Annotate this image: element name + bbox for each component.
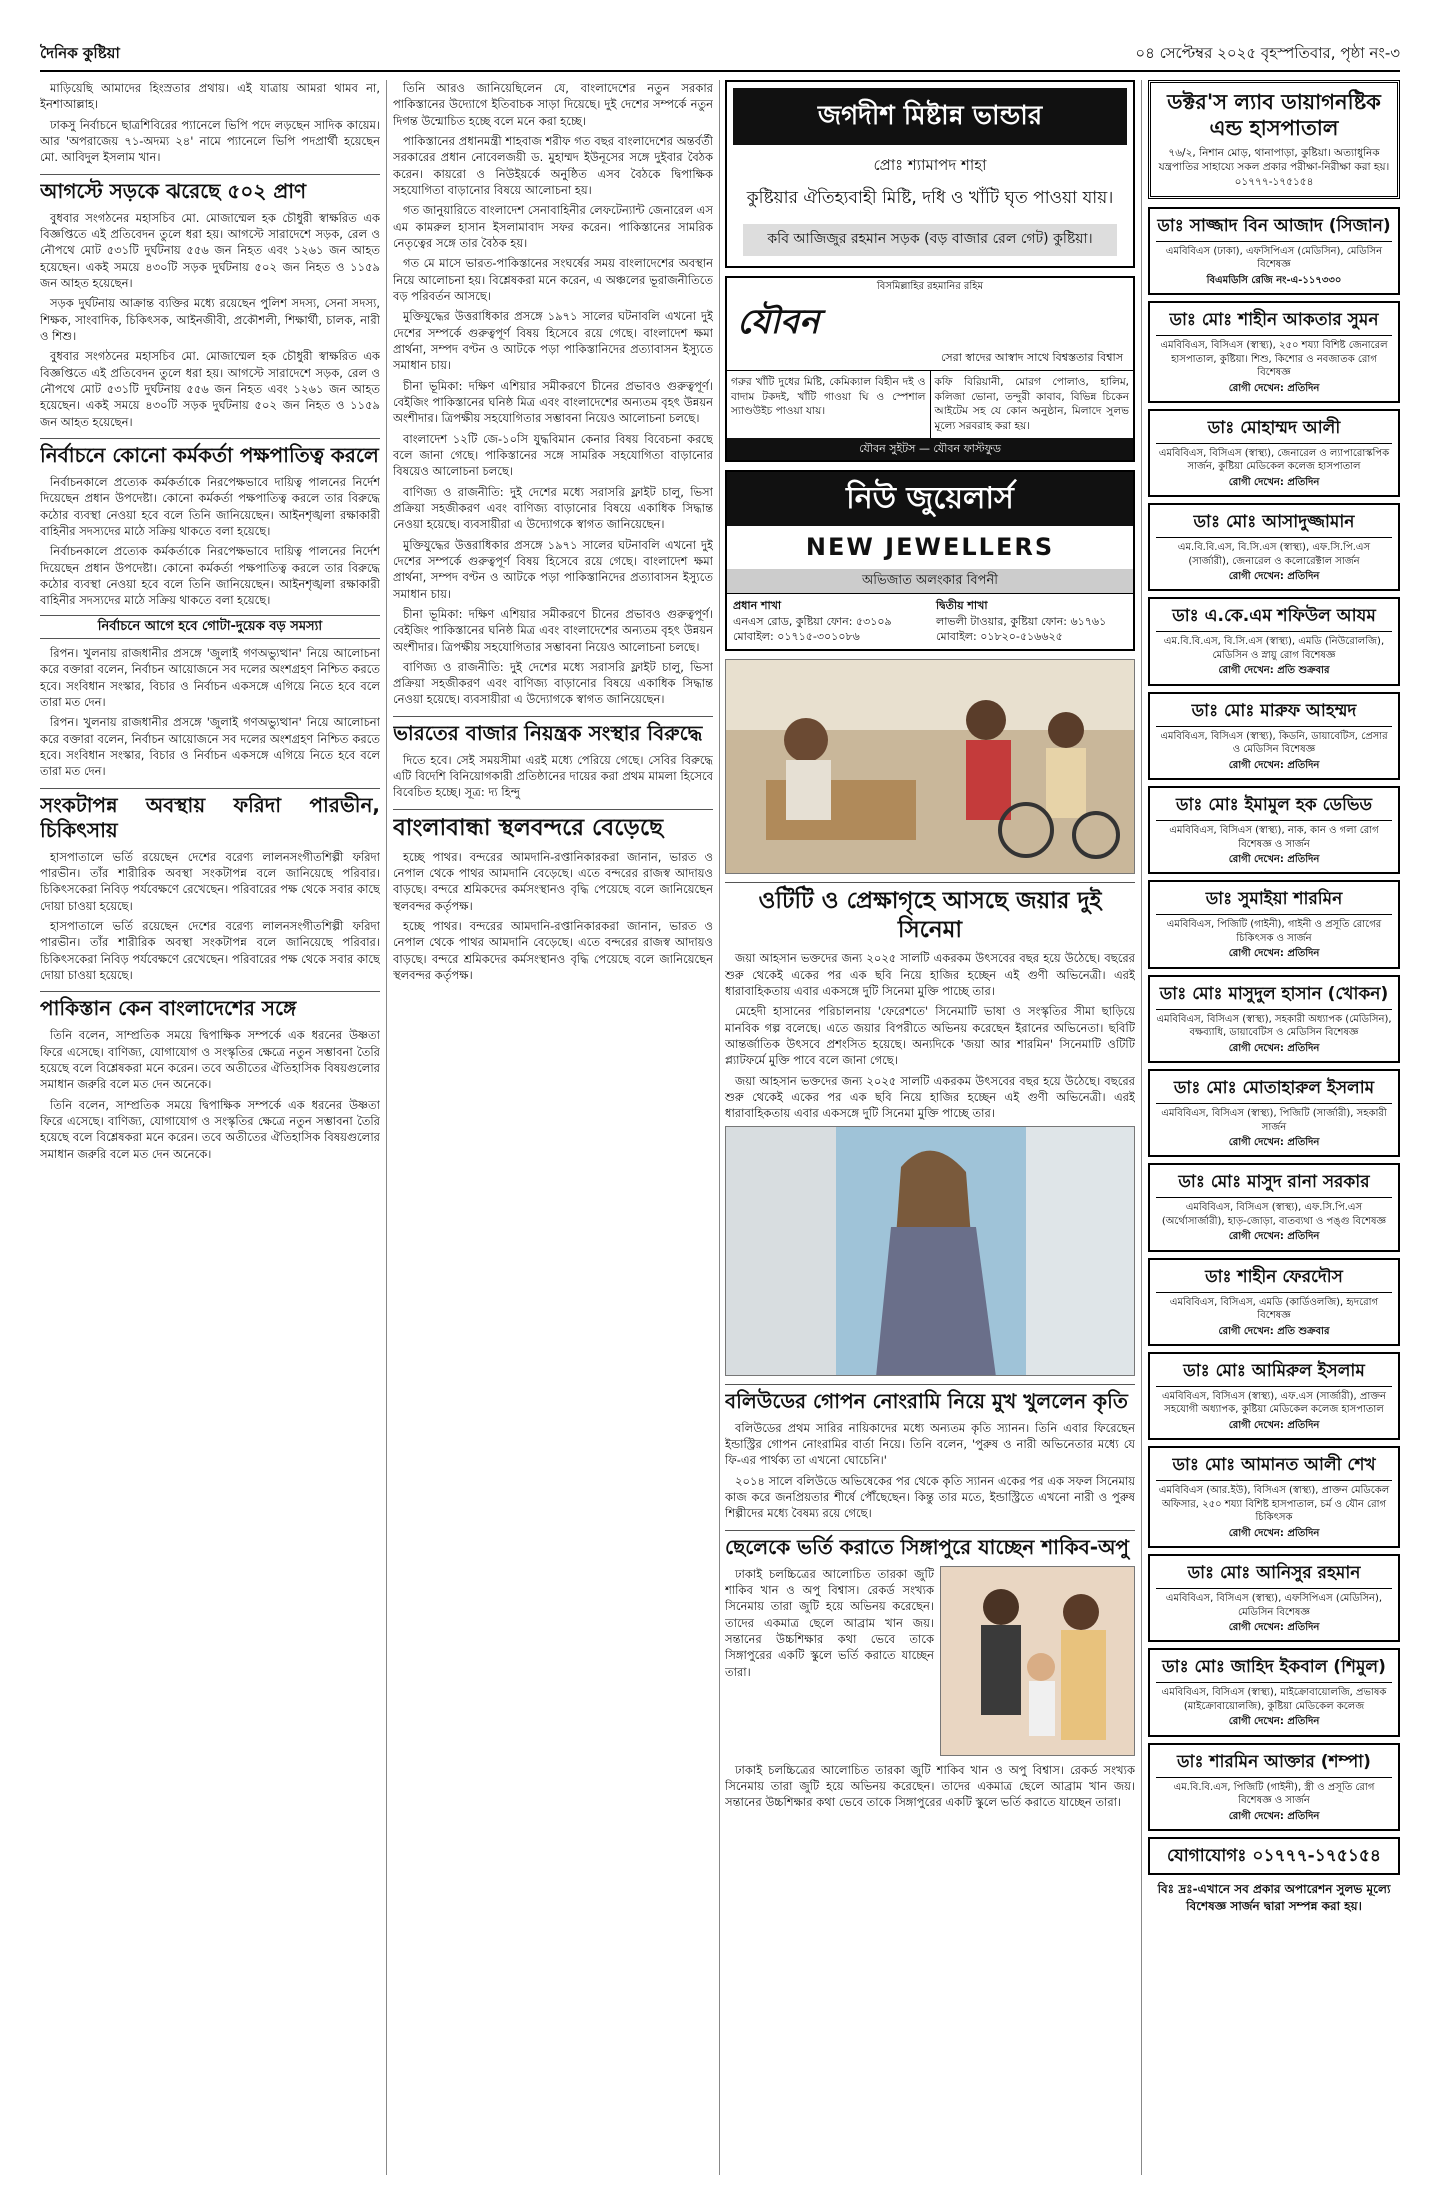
doctor-card [1148, 1352, 1400, 1440]
headline-pakistan: পাকিস্তান কেন বাংলাদেশের সঙ্গে [40, 991, 380, 1021]
doctor-card [1148, 207, 1400, 295]
doctor-card [1148, 597, 1400, 685]
date-page: ০৪ সেপ্টেম্বর ২০২৫ বৃহস্পতিবার, পৃষ্ঠা নং-৩ [1135, 44, 1400, 62]
doctor-schedule: রোগী দেখেন: প্রতিদিন [1228, 1622, 1320, 1634]
doctor-card [1148, 975, 1400, 1063]
doctor-card [1148, 1163, 1400, 1251]
doctor-card [1148, 1648, 1400, 1736]
doctor-name: ডাঃ মোহাম্মদ আলী [1156, 416, 1392, 444]
doctor-name: ডাঃ মোঃ আনিসুর রহমান [1156, 1561, 1392, 1589]
doctor-degree: এমবিবিএস, বিসিএস (স্বাস্থ্য), নাক, কান ও গলা রোগ বিশেষজ্ঞ ও সার্জন [1169, 825, 1379, 850]
doctor-name: ডাঃ মোঃ আমিরুল ইসলাম [1156, 1359, 1392, 1387]
paper-name: দৈনিক কুষ্টিয়া [40, 44, 120, 62]
actress-image [726, 1127, 1135, 1376]
family-photo [940, 1566, 1135, 1756]
article-text: নির্বাচনকালে প্রত্যেক কর্মকর্তাকে নিরপেক্ষভাবে দায়িত্ব পালনের নির্দেশ দিয়েছেন প্রধান উপদেষ্টা। কোনো কর্মকর্তা পক্ষপাতিত্ব করলে তার বিরুদ্ধে কঠোর ব্যবস্থা নেওয়া হবে বলে তিনি জানিয়েছেন। আইনশৃঙ্খলা রক্ষাকারী বাহিনীর সদস্যদের মাঠে সক্রিয় থাকতে বলা হয়েছে। [40, 544, 380, 608]
doctor-schedule: রোগী দেখেন: প্রতিদিন [1228, 1810, 1320, 1822]
branch-address: এনএস রোড, কুষ্টিয়া ফোন: ৫৩১০৯ মোবাইল: ০১৭১৫-৩০১০৮৬ [733, 614, 892, 644]
article-text: পাকিস্তানের প্রধানমন্ত্রী শাহবাজ শরীফ গত বছর বাংলাদেশের অন্তর্বর্তী সরকারের প্রধান নোবেলজয়ী ড. মুহাম্মদ ইউনূসের সঙ্গে দুইবার বৈঠক করেন। কায়রো ও নিউইয়র্কে অনুষ্ঠিত এসব বৈঠকে দ্বিপাক্ষিক সহযোগিতা বাড়ানোর বিষয়ে আলোচনা হয়। [393, 133, 713, 197]
doctor-name: ডাঃ মোঃ মাসুদ রানা সরকার [1156, 1170, 1392, 1198]
ad-branches [727, 593, 1133, 649]
ad-title-english: NEW JEWELLERS [805, 533, 1055, 562]
article-text: ঢাকসু নির্বাচনে ছাত্রশিবিরের প্যানেলে ভিপি পদে লড়ছেন সাদিক কায়েম। আর 'অপরাজেয় ৭১-অদম্য ২৪' নামে প্যানেলে ভিপি পদপ্রার্থী হয়েছেন মো. আবিদুল ইসলাম খান। [40, 117, 380, 165]
doctor-name: ডাঃ মোঃ মারুফ আহম্মদ [1156, 699, 1392, 727]
footer-note: বিঃ দ্রঃ-এখানে সব প্রকার অপারেশন সুলভ মূল্যে বিশেষজ্ঞ সার্জন দ্বারা সম্পন্ন করা হয়। [1157, 1882, 1391, 1914]
ad-top-line: বিসমিল্লাহির রহমানির রহিম [876, 280, 984, 292]
doctor-degree: এমবিবিএস, পিজিটি (গাইনী), গাইনী ও প্রসূতি রোগের চিকিৎসক ও সার্জন [1166, 919, 1382, 944]
branch-second [930, 594, 1133, 649]
doctor-degree: এমবিবিএস, বিসিএস (স্বাস্থ্য), জেনারেল ও ল্যাপারোস্কপিক সার্জন, কুষ্টিয়া মেডিকেল কলেজ হাসপাতাল [1158, 447, 1390, 473]
ad-tagline: অভিজাত অলংকার বিপনী [727, 569, 1133, 593]
doctor-name: ডাঃ শারমিন আক্তার (শম্পা) [1156, 1750, 1392, 1778]
article-text: বাংলাদেশ ১২টি জে-১০সি যুদ্ধবিমান কেনার বিষয় বিবেচনা করছে বলে জানা গেছে। পাকিস্তানের সঙ্গে সামরিক সহযোগিতা বাড়ানোর বিষয়েও আলোচনা চলছে। [393, 431, 713, 479]
doctor-schedule: রোগী দেখেন: প্রতিদিন [1228, 1716, 1320, 1728]
article-text: হচ্ছে পাথর। বন্দরের আমদানি-রপ্তানিকারকরা জানান, ভারত ও নেপাল থেকে পাথর আমদানি বেড়েছে। এতে বন্দরের রাজস্ব আদায়ও বাড়ছে। বন্দরে শ্রমিকদের কর্মসংস্থানও বৃদ্ধি পেয়েছে বলে জানিয়েছেন স্থলবন্দর কর্তৃপক্ষ। [393, 918, 713, 982]
lab-name: ডক্টর'স ল্যাব ডায়াগনষ্টিক এন্ড হাসপাতাল [1167, 90, 1381, 141]
doctor-schedule: রোগী দেখেন: প্রতিদিন [1228, 1419, 1320, 1431]
doctor-card [1148, 1743, 1400, 1831]
doctor-card [1148, 1069, 1400, 1157]
family-image [941, 1567, 1135, 1756]
subheadline: নির্বাচনে আগে হবে গোটা-দুয়েক বড় সমস্যা [40, 615, 380, 639]
page-header [40, 46, 1400, 72]
branch-title: প্রধান শাখা [733, 599, 782, 612]
article-text: হাসপাতালে ভর্তি রয়েছেন দেশের বরেণ্য লালনসংগীতশিল্পী ফরিদা পারভীন। তাঁর শারীরিক অবস্থা সংকটাপন্ন বলে জানিয়েছে পরিবার। চিকিৎসকেরা নিবিড় পর্যবেক্ষণে রেখেছেন। পরিবারের পক্ষ থেকে সবার কাছে দোয়া চাওয়া হয়েছে। [40, 918, 380, 982]
doctor-degree: এমবিবিএস (ঢাকা), এফসিপিএস (মেডিসিন), মেডিসিন বিশেষজ্ঞ [1165, 245, 1383, 271]
headline-india-market: ভারতের বাজার নিয়ন্ত্রক সংস্থার বিরুদ্ধে [393, 716, 713, 746]
column-2 [393, 80, 713, 2175]
ad-footer: যৌবন সুইটস — যৌবন ফাস্টফুড [727, 438, 1133, 460]
ad-title-bangla: নিউ জুয়েলার্স [727, 472, 1133, 527]
article-text: তিনি বলেন, সাম্প্রতিক সময়ে দ্বিপাক্ষিক সম্পর্কে এক ধরনের উষ্ণতা ফিরে এসেছে। বাণিজ্য, যোগাযোগ ও সংস্কৃতির ক্ষেত্রে নতুন সম্ভাবনা তৈরি হয়েছে বলে বিশ্লেষকরা মনে করেন। তবে অতীতের ঐতিহাসিক বিষয়গুলোর সমাধান জরুরি বলে মত দেন অনেকে। [40, 1028, 380, 1092]
article-text: গত জানুয়ারিতে বাংলাদেশ সেনাবাহিনীর লেফটেন্যান্ট জেনারেল এস এম কামরুল হাসান ইসলামাবাদ সফর করেন। পাকিস্তানের সামরিক নেতৃত্বের সঙ্গে তার বৈঠক হয়। [393, 203, 713, 250]
doctor-name: ডাঃ সুমাইয়া শারমিন [1156, 887, 1392, 915]
ad-jagadish-sweets [725, 80, 1135, 268]
column-divider [719, 80, 720, 2175]
doctor-degree: এমবিবিএস, বিসিএস (স্বাস্থ্য), পিজিটি (সার্জারী), সহকারী সার্জন [1161, 1108, 1387, 1133]
shakib-apu-block [725, 1566, 1135, 1762]
doctor-card [1148, 786, 1400, 874]
article-text: চীনা ভূমিকা: দক্ষিণ এশিয়ার সমীকরণে চীনের প্রভাবও গুরুত্বপূর্ণ। বেইজিং পাকিস্তানের ঘনিষ্ঠ মিত্র এবং বাংলাদেশের অন্যতম বৃহৎ উন্নয়ন অংশীদার। ত্রিপক্ষীয় সহযোগিতার সম্ভাবনা নিয়েও আলোচনা চলছে। [393, 606, 713, 654]
article-text: ঢাকাই চলচ্চিত্রের আলোচিত তারকা জুটি শাকিব খান ও অপু বিশ্বাস। রেকর্ড সংখ্যক সিনেমায় তারা জুটি হয়ে অভিনয় করেছেন। তাদের একমাত্র ছেলে আব্রাম খান জয়। সন্তানের উচ্চশিক্ষার কথা ভেবে তাকে সিঙ্গাপুরের একটি স্কুলে ভর্তি করাতে যাচ্ছেন তারা। [725, 1566, 934, 1679]
doctor-card [1148, 503, 1400, 591]
actress-photo [725, 1126, 1135, 1376]
headline-kriti: বলিউডের গোপন নোংরামি নিয়ে মুখ খুললেন কৃতি [725, 1384, 1135, 1414]
article-text: মেহেদী হাসানের পরিচালনায় 'ফেরেশতে' সিনেমাটি ভাষা ও সংস্কৃতির সীমা ছাড়িয়ে মানবিক গল্প বলেছে। এতে জয়ার বিপরীতে অভিনয় করেছেন ইরানের অভিনেতা। ছবিটি আন্তর্জাতিক উৎসবে প্রশংসিত হয়েছে। অন্যদিকে 'জয়া আর শারমিন' সিনেমাটি ওটিটি প্ল্যাটফর্মে মুক্তি পাবে বলে জানা গেছে। [725, 1004, 1135, 1068]
movie-still-image [726, 660, 1135, 874]
doctor-schedule: রোগী দেখেন: প্রতি শুক্রবার [1218, 1325, 1330, 1337]
column-3 [725, 80, 1135, 2175]
doctor-schedule: রোগী দেখেন: প্রতিদিন [1228, 1231, 1320, 1243]
doctor-schedule: রোগী দেখেন: প্রতিদিন [1228, 1042, 1320, 1054]
doctor-schedule: রোগী দেখেন: প্রতিদিন [1228, 1137, 1320, 1148]
article-text: মাড়িয়েছি আমাদের হিংস্রতার প্রথায়। এই যাত্রায় আমরা থামব না, ইনশাআল্লাহ। [40, 81, 380, 112]
ad-new-jewellers [725, 470, 1135, 651]
doctor-degree: এম.বি.বি.এস, পিজিটি (গাইনী), স্ত্রী ও প্রসূতি রোগ বিশেষজ্ঞ ও সার্জন [1173, 1781, 1375, 1807]
ad-brand: যৌবন [737, 301, 820, 342]
article-text: নির্বাচনকালে প্রত্যেক কর্মকর্তাকে নিরপেক্ষভাবে দায়িত্ব পালনের নির্দেশ দিয়েছেন প্রধান উপদেষ্টা। কোনো কর্মকর্তা পক্ষপাতিত্ব করলে তার বিরুদ্ধে কঠোর ব্যবস্থা নেওয়া হবে বলে তিনি জানিয়েছেন। আইনশৃঙ্খলা রক্ষাকারী বাহিনীর সদস্যদের মাঠে সক্রিয় থাকতে বলা হয়েছে। [40, 474, 380, 538]
doctor-schedule: রোগী দেখেন: প্রতিদিন [1228, 382, 1320, 394]
article-text: জয়া আহসান ভক্তদের জন্য ২০২৫ সালটি একরকম উৎসবের বছর হয়ে উঠেছে। বছরের শুরু থেকেই একের পর এক ছবি নিয়ে হাজির হচ্ছেন এই গুণী অভিনেত্রী। এরই ধারাবাহিকতায় এবার একসঙ্গে দুটি সিনেমা মুক্তি পাচ্ছে তার। [725, 951, 1135, 998]
doctor-card [1148, 692, 1400, 780]
doctor-degree: এমবিবিএস, বিসিএস (স্বাস্থ্য), ২৫০ শয্যা বিশিষ্ট জেনারেল হাসপাতাল, কুষ্টিয়া। শিশু, কিশোর ও নবজাতক রোগ বিশেষজ্ঞ [1160, 340, 1388, 378]
doctor-name: ডাঃ মোঃ আমানত আলী শেখ [1156, 1453, 1392, 1481]
ad-jouban [725, 276, 1135, 462]
article-text: ঢাকাই চলচ্চিত্রের আলোচিত তারকা জুটি শাকিব খান ও অপু বিশ্বাস। রেকর্ড সংখ্যক সিনেমায় তারা জুটি হয়ে অভিনয় করেছেন। তাদের একমাত্র ছেলে আব্রাম খান জয়। সন্তানের উচ্চশিক্ষার কথা ভেবে তাকে সিঙ্গাপুরের একটি স্কুলে ভর্তি করাতে যাচ্ছেন তারা। [725, 1762, 1135, 1810]
ad-left-text: গরুর খাঁটি দুধের মিষ্টি, কেমিক্যাল বিহীন দই ও বাদাম টকদই, খাঁটি গাওয়া ঘি ও স্পেশাল স্যাণ্ডউইচ পাওয়া যায়। [727, 371, 931, 439]
doctor-degree: এমবিবিএস, বিসিএস (স্বাস্থ্য), এফ.এস (সার্জারী), প্রাক্তন সহযোগী অধ্যাপক, কুষ্টিয়া মেডিকেল কলেজ হাসপাতাল [1162, 1390, 1386, 1416]
ad-right-text: কফি বিরিয়ানী, মোরগ পোলাও, হালিম, কলিজা ভোনা, তন্দুরী কাবাব, বিভিন্ন চিকেন আইটেম সহ যে কোন অনুষ্ঠান, মিলাদে সুলভ মূল্যে সরবরাহ করা হয়। [934, 375, 1129, 433]
doctor-card [1148, 1258, 1400, 1346]
doctor-list [1148, 207, 1400, 1831]
doctor-degree: এম.বি.বি.এস, বি.সি.এস (স্বাস্থ্য), এমডি (নিউরোলজি), মেডিসিন ও স্নায়ু রোগ বিশেষজ্ঞ [1163, 636, 1385, 661]
article-text: তিনি বলেন, সাম্প্রতিক সময়ে দ্বিপাক্ষিক সম্পর্কে এক ধরনের উষ্ণতা ফিরে এসেছে। বাণিজ্য, যোগাযোগ ও সংস্কৃতির ক্ষেত্রে নতুন সম্ভাবনা তৈরি হয়েছে বলে বিশ্লেষকরা মনে করেন। তবে অতীতের ঐতিহাসিক বিষয়গুলোর সমাধান জরুরি বলে মত দেন অনেকে। [40, 1097, 380, 1161]
doctor-schedule: রোগী দেখেন: প্রতি শুক্রবার [1218, 665, 1330, 677]
column-1 [40, 80, 380, 2175]
headline-joya-films: ওটিটি ও প্রেক্ষাগৃহে আসছে জয়ার দুই সিনেমা [725, 882, 1135, 945]
ad-tagline: সেরা স্বাদের আস্বাদ সাথে বিশ্বস্ততার বিশ্বাস [940, 351, 1123, 365]
doctor-schedule: রোগী দেখেন: প্রতিদিন [1228, 759, 1320, 771]
column-4 [1148, 80, 1400, 2175]
article-text: ২০১৪ সালে বলিউডে অভিষেকের পর থেকে কৃতি স্যানন একের পর এক সফল সিনেমায় কাজ করে জনপ্রিয়তার শীর্ষে পৌঁছেছেন। কিন্তু তার মতে, ইন্ডাস্ট্রিতে এখনো নারী ও পুরুষ শিল্পীদের মধ্যে বৈষম্য রয়ে গেছে। [725, 1473, 1135, 1521]
doctor-degree: এমবিবিএস, বিসিএস (স্বাস্থ্য), এফসিপিএস (মেডিসিন), মেডিসিন বিশেষজ্ঞ [1165, 1593, 1383, 1618]
headline-election-officials: নির্বাচনে কোনো কর্মকর্তা পক্ষপাতিত্ব করলে [40, 438, 380, 468]
article-text: দিতে হবে। সেই সময়সীমা এরই মধ্যে পেরিয়ে গেছে। সেবির বিরুদ্ধে এটি বিদেশি বিনিয়োগকারী প্রতিষ্ঠানের দায়ের করা প্রথম মামলা হিসেবে বিবেচিত হচ্ছে। সূত্র: দ্য হিন্দু [393, 752, 713, 800]
doctor-card [1148, 409, 1400, 497]
article-text: বুধবার সংগঠনের মহাসচিব মো. মোজাম্মেল হক চৌধুরী স্বাক্ষরিত এক বিজ্ঞপ্তিতে এই প্রতিবেদন তুলে ধরা হয়। আগস্টে সারাদেশে সড়ক, রেল ও নৌপথে মোট ৫৩১টি দুর্ঘটনায় ৫৫৬ জন নিহত এবং ১২৬১ জন আহত হয়েছেন। একই সময়ে ৪৩০টি সড়ক দুর্ঘটনায় ৫০২ জন নিহত ও ১১৫৯ জন আহত হয়েছেন। [40, 210, 380, 290]
doctor-degree: এমবিবিএস, বিসিএস (স্বাস্থ্য), সহকারী অধ্যাপক (মেডিসিন), বক্ষব্যাধি, ডায়াবেটিস ও মেডিসিন বিশেষজ্ঞ [1156, 1013, 1392, 1039]
doctor-schedule: বিএমডিসি রেজি নং-এ-১১৭৩৩০ [1206, 274, 1342, 286]
article-text: বুধবার সংগঠনের মহাসচিব মো. মোজাম্মেল হক চৌধুরী স্বাক্ষরিত এক বিজ্ঞপ্তিতে এই প্রতিবেদন তুলে ধরা হয়। আগস্টে সারাদেশে সড়ক, রেল ও নৌপথে মোট ৫৩১টি দুর্ঘটনায় ৫৫৬ জন নিহত এবং ১২৬১ জন আহত হয়েছেন। একই সময়ে ৪৩০টি সড়ক দুর্ঘটনায় ৫০২ জন নিহত ও ১১৫৯ জন আহত হয়েছেন। [40, 349, 380, 429]
article-text: সড়ক দুর্ঘটনায় আক্রান্ত ব্যক্তির মধ্যে রয়েছেন পুলিশ সদস্য, সেনা সদস্য, শিক্ষক, সাংবাদিক, চিকিৎসক, আইনজীবী, প্রকৌশলী, শিক্ষার্থী, চালক, নারী ও শিশু। [40, 296, 380, 343]
contact-number: যোগাযোগঃ ০১৭৭৭-১৭৫১৫৪ [1148, 1837, 1400, 1875]
branch-address: লাভলী টাওয়ার, কুষ্টিয়া ফোন: ৬১৭৬১ মোবাইল: ০১৮২০-৫১৬৬২৫ [936, 614, 1107, 644]
doctor-schedule: রোগী দেখেন: প্রতিদিন [1228, 948, 1320, 960]
doctor-name: ডাঃ মোঃ ইমামুল হক ডেভিড [1156, 793, 1392, 821]
column-divider [1141, 80, 1142, 2175]
lab-details: ৭৬/২, নিশান মোড়, থানাপাড়া, কুষ্টিয়া। অত্যাধুনিক যন্ত্রপাতির সাহায্যে সকল প্রকার পরীক্ষা-নিরীক্ষা করা হয়। ০১৭৭৭-১৭৫১৫৪ [1158, 146, 1390, 188]
headline-farida-parveen: সংকটাপন্ন অবস্থায় ফরিদা পারভীন, চিকিৎসায় [40, 788, 380, 843]
movie-still-photo [725, 659, 1135, 874]
doctor-name: ডাঃ মোঃ মাসুদুল হাসান (খোকন) [1156, 982, 1392, 1010]
doctor-schedule: রোগী দেখেন: প্রতিদিন [1228, 571, 1320, 583]
doctor-name: ডাঃ মোঃ মোতাহারুল ইসলাম [1156, 1076, 1392, 1104]
doctor-schedule: রোগী দেখেন: প্রতিদিন [1228, 476, 1320, 488]
article-text: জয়া আহসান ভক্তদের জন্য ২০২৫ সালটি একরকম উৎসবের বছর হয়ে উঠেছে। বছরের শুরু থেকেই একের পর এক ছবি নিয়ে হাজির হচ্ছেন এই গুণী অভিনেত্রী। এরই ধারাবাহিকতায় এবার একসঙ্গে দুটি সিনেমা মুক্তি পাচ্ছে তার। [725, 1073, 1135, 1121]
doctor-degree: এম.বি.বি.এস, বি.সি.এস (স্বাস্থ্য), এফ.সি.পি.এস (সার্জারী), জেনারেল ও কলোরেক্টাল সার্জন [1177, 542, 1371, 567]
doctor-name: ডাঃ এ.কে.এম শফিউল আযম [1156, 604, 1392, 632]
article-text: গত মে মাসে ভারত-পাকিস্তানের সংঘর্ষের সময় বাংলাদেশের অবস্থান নিয়ে আলোচনা হয়। বিশ্লেষকরা মনে করেন, এ অঞ্চলের ভূরাজনীতিতে বড় পরিবর্তন আসছে। [393, 256, 713, 303]
ad-title: জগদীশ মিষ্টান্ন ভান্ডার [733, 88, 1127, 145]
column-divider [386, 80, 387, 2175]
doctor-degree: এমবিবিএস (আর.ইউ), বিসিএস (স্বাস্থ্য), প্রাক্তন মেডিকেল অফিসার, ২৫০ শয্যা বিশিষ্ট হাসপাতাল, চর্ম ও যৌন রোগ চিকিৎসক [1158, 1485, 1390, 1524]
article-text: রিপন। খুলনায় রাজধানীর প্রসঙ্গে 'জুলাই গণঅভ্যুত্থান' নিয়ে আলোচনা করে বক্তারা বলেন, নির্বাচন আয়োজনে সব দলের অংশগ্রহণ নিশ্চিত করতে হবে। সংবিধান সংস্কার, বিচার ও নির্বাচন একসঙ্গে এগিয়ে নিতে হবে বলে তারা মত দেন। [40, 715, 380, 779]
ad-address: কবি আজিজুর রহমান সড়ক (বড় বাজার রেল গেট) কুষ্টিয়া। [743, 224, 1117, 256]
article-text: হচ্ছে পাথর। বন্দরের আমদানি-রপ্তানিকারকরা জানান, ভারত ও নেপাল থেকে পাথর আমদানি বেড়েছে। এতে বন্দরের রাজস্ব আদায়ও বাড়ছে। বন্দরে শ্রমিকদের কর্মসংস্থানও বৃদ্ধি পেয়েছে বলে জানিয়েছেন স্থলবন্দর কর্তৃপক্ষ। [393, 849, 713, 913]
ad-owner: প্রোঃ শ্যামাপদ শাহা [873, 155, 987, 174]
headline-road-accidents: আগস্টে সড়কে ঝরেছে ৫০২ প্রাণ [40, 174, 380, 204]
ad-doctors-lab [1148, 80, 1400, 199]
article-text: মুক্তিযুদ্ধের উত্তরাধিকার প্রসঙ্গে ১৯৭১ সালের ঘটনাবলি এখনো দুই দেশের সম্পর্কে গুরুত্বপূর্ণ বিষয় হিসেবে রয়ে গেছে। বাংলাদেশ ক্ষমা প্রার্থনা, সম্পদ বণ্টন ও আটকে পড়া পাকিস্তানিদের প্রত্যাবাসন ইস্যুতে সমাধান চায়। [393, 537, 713, 601]
article-text: বাণিজ্য ও রাজনীতি: দুই দেশের মধ্যে সরাসরি ফ্লাইট চালু, ভিসা প্রক্রিয়া সহজীকরণ এবং বাণিজ্য বাড়ানোর বিষয়ে একাধিক সিদ্ধান্ত নেওয়া হয়েছে। ব্যবসায়ীরা এ উদ্যোগকে স্বাগত জানিয়েছেন। [393, 659, 713, 707]
headline-shakib-apu: ছেলেকে ভর্তি করাতে সিঙ্গাপুরে যাচ্ছেন শাকিব-অপু [725, 1530, 1135, 1560]
doctor-name: ডাঃ সাজ্জাদ বিন আজাদ (সিজান) [1156, 214, 1392, 242]
ad-details [727, 370, 1133, 439]
doctor-degree: এমবিবিএস, বিসিএস (স্বাস্থ্য), এফ.সি.পি.এস (অর্থোসার্জারী), হাড়-জোড়া, বাতব্যথা ও পঙ্গু বিশেষজ্ঞ [1161, 1202, 1387, 1227]
doctor-name: ডাঃ মোঃ আসাদুজ্জামান [1156, 510, 1392, 538]
article-text: চীনা ভূমিকা: দক্ষিণ এশিয়ার সমীকরণে চীনের প্রভাবও গুরুত্বপূর্ণ। বেইজিং পাকিস্তানের ঘনিষ্ঠ মিত্র এবং বাংলাদেশের অন্যতম বৃহৎ উন্নয়ন অংশীদার। ত্রিপক্ষীয় সহযোগিতার সম্ভাবনা নিয়েও আলোচনা চলছে। [393, 378, 713, 426]
article-text: রিপন। খুলনায় রাজধানীর প্রসঙ্গে 'জুলাই গণঅভ্যুত্থান' নিয়ে আলোচনা করে বক্তারা বলেন, নির্বাচন আয়োজনে সব দলের অংশগ্রহণ নিশ্চিত করতে হবে। সংবিধান সংস্কার, বিচার ও নির্বাচন একসঙ্গে এগিয়ে নিতে হবে বলে তারা মত দেন। [40, 645, 380, 709]
article-text: বলিউডের প্রথম সারির নায়িকাদের মধ্যে অন্যতম কৃতি স্যানন। তিনি এবার ফিরেছেন ইন্ডাস্ট্রির গোপন নোংরামির বার্তা নিয়ে। তিনি বলেন, 'পুরুষ ও নারী অভিনেতার মধ্যে যে ফি-এর পার্থক্য তা এখনো ঘোচেনি।' [725, 1420, 1135, 1468]
headline-banglabandha: বাংলাবান্ধা স্থলবন্দরে বেড়েছে [393, 809, 713, 843]
doctor-card [1148, 880, 1400, 968]
doctor-name: ডাঃ শাহীন ফেরদৌস [1156, 1265, 1392, 1293]
branch-main [727, 594, 930, 649]
doctor-card [1148, 1446, 1400, 1548]
ad-body: কুষ্টিয়ার ঐতিহ্যবাহী মিষ্টি, দধি ও খাঁটি ঘৃত পাওয়া যায়। [746, 188, 1114, 209]
doctor-name: ডাঃ মোঃ জাহিদ ইকবাল (শিমুল) [1156, 1655, 1392, 1683]
doctor-card [1148, 1554, 1400, 1642]
doctor-degree: এমবিবিএস, বিসিএস (স্বাস্থ্য), কিডনি, ডায়াবেটিস, প্রেসার ও মেডিসিন বিশেষজ্ঞ [1160, 730, 1388, 756]
doctor-degree: এমবিবিএস, বিসিএস (স্বাস্থ্য), মাইক্রোবায়োলজি, প্রভাষক (মাইক্রোবায়োলজি), কুষ্টিয়া মেডিকেল কলেজ [1161, 1687, 1387, 1712]
article-text: তিনি আরও জানিয়েছিলেন যে, বাংলাদেশের নতুন সরকার পাকিস্তানের উদ্যোগে ইতিবাচক সাড়া দিয়েছে। দুই দেশের সম্পর্কে নতুন দিগন্ত উন্মোচিত হচ্ছে বলে মনে করা হচ্ছে। [393, 81, 713, 128]
article-text: মুক্তিযুদ্ধের উত্তরাধিকার প্রসঙ্গে ১৯৭১ সালের ঘটনাবলি এখনো দুই দেশের সম্পর্কে গুরুত্বপূর্ণ বিষয় হিসেবে রয়ে গেছে। বাংলাদেশ ক্ষমা প্রার্থনা, সম্পদ বণ্টন ও আটকে পড়া পাকিস্তানিদের প্রত্যাবাসন ইস্যুতে সমাধান চায়। [393, 309, 713, 373]
doctor-name: ডাঃ মোঃ শাহীন আকতার সুমন [1156, 308, 1392, 336]
article-text: বাণিজ্য ও রাজনীতি: দুই দেশের মধ্যে সরাসরি ফ্লাইট চালু, ভিসা প্রক্রিয়া সহজীকরণ এবং বাণিজ্য বাড়ানোর বিষয়ে একাধিক সিদ্ধান্ত নেওয়া হয়েছে। ব্যবসায়ীরা এ উদ্যোগকে স্বাগত জানিয়েছেন। [393, 484, 713, 532]
doctor-schedule: রোগী দেখেন: প্রতিদিন [1228, 854, 1320, 866]
doctor-card [1148, 301, 1400, 403]
branch-title: দ্বিতীয় শাখা [936, 599, 988, 612]
doctor-schedule: রোগী দেখেন: প্রতিদিন [1228, 1527, 1320, 1539]
doctor-degree: এমবিবিএস, বিসিএস, এমডি (কার্ডিওলজি), হৃদরোগ বিশেষজ্ঞ [1169, 1296, 1379, 1322]
article-text: হাসপাতালে ভর্তি রয়েছেন দেশের বরেণ্য লালনসংগীতশিল্পী ফরিদা পারভীন। তাঁর শারীরিক অবস্থা সংকটাপন্ন বলে জানিয়েছে পরিবার। চিকিৎসকেরা নিবিড় পর্যবেক্ষণে রেখেছেন। পরিবারের পক্ষ থেকে সবার কাছে দোয়া চাওয়া হয়েছে। [40, 849, 380, 913]
